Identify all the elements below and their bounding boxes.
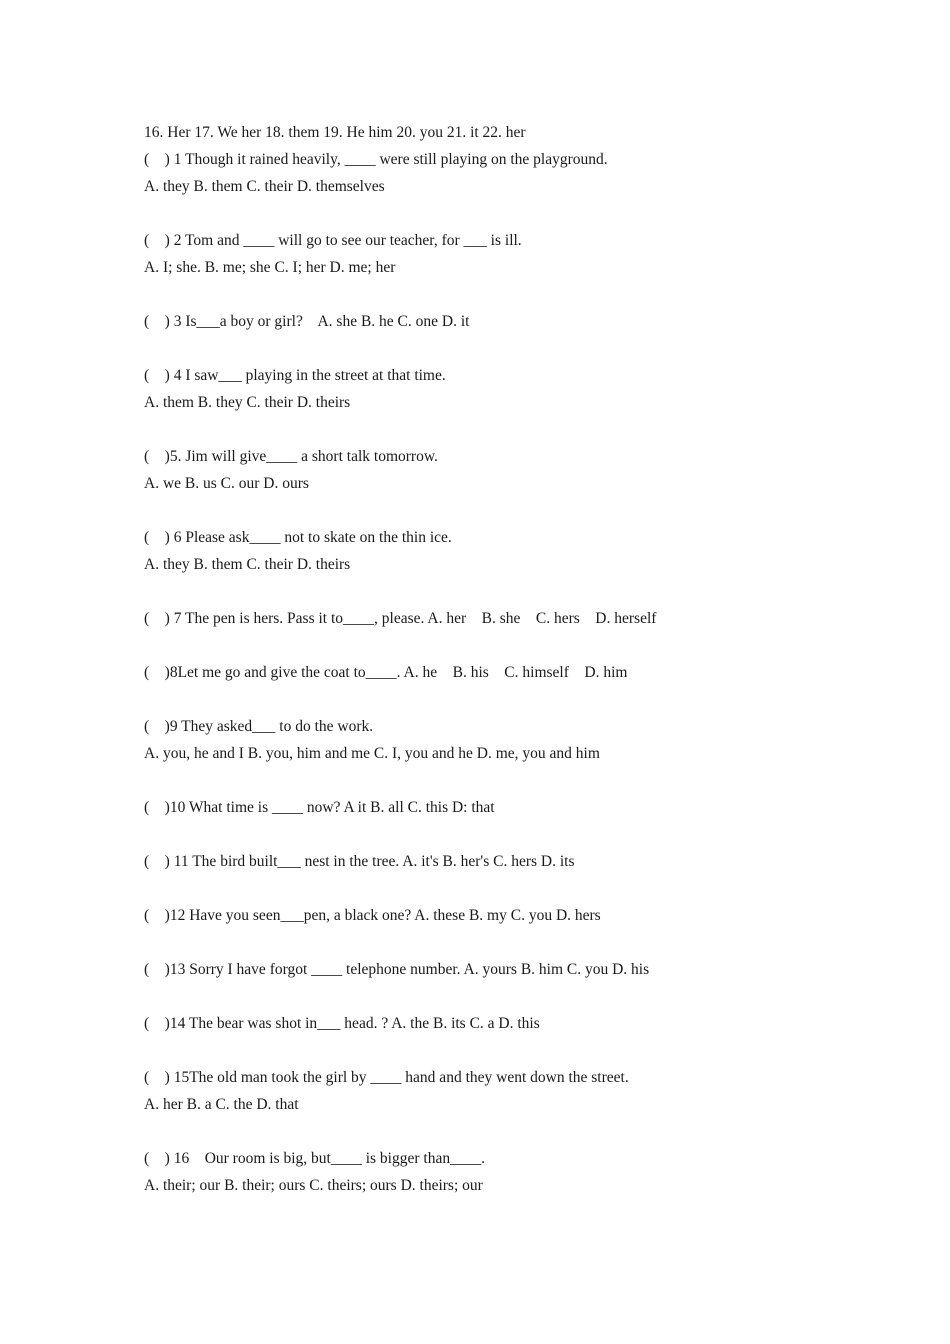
blank-line [144,416,844,443]
question-line: ( ) 11 The bird built___ nest in the tree. A. it's B. her's C. hers D. its [144,853,575,870]
blank-line [144,578,844,605]
question-line: ( )9 They asked___ to do the work. [144,718,374,735]
blank-line [144,281,844,308]
blank-line [144,686,844,713]
options-line: A. they B. them C. their D. theirs [144,556,351,573]
question-line: ( ) 7 The pen is hers. Pass it to____, please. A. her B. she C. hers D. herself [144,610,657,627]
question-line: ( )8Let me go and give the coat to____. A. he B. his C. himself D. him [144,664,628,681]
blank-line [144,497,844,524]
options-line: A. you, he and I B. you, him and me C. I, you and he D. me, you and him [144,745,600,762]
question-line: ( ) 6 Please ask____ not to skate on the thin ice. [144,529,452,546]
blank-line [144,821,844,848]
blank-line [144,929,844,956]
blank-line [144,335,844,362]
blank-line [144,1118,844,1145]
question-line: ( )12 Have you seen___pen, a black one? A. these B. my C. you D. hers [144,907,601,924]
question-line: ( ) 16 Our room is big, but____ is bigger than____. [144,1150,485,1167]
exercise-text [144,119,844,1199]
question-line: ( )10 What time is ____ now? A it B. all C. this D: that [144,799,495,816]
question-line: ( ) 3 Is___a boy or girl? A. she B. he C. one D. it [144,313,470,330]
question-line: ( ) 1 Though it rained heavily, ____ were still playing on the playground. [144,151,608,168]
blank-line [144,875,844,902]
question-line: ( ) 4 I saw___ playing in the street at that time. [144,367,446,384]
question-line: ( ) 15The old man took the girl by ____ hand and they went down the street. [144,1069,629,1086]
options-line: A. I; she. B. me; she C. I; her D. me; her [144,259,396,276]
question-line: ( )5. Jim will give____ a short talk tomorrow. [144,448,438,465]
blank-line [144,1037,844,1064]
question-line: ( )13 Sorry I have forgot ____ telephone number. A. yours B. him C. you D. his [144,961,650,978]
answer-key-line: 16. Her 17. We her 18. them 19. He him 20. you 21. it 22. her [144,124,526,141]
options-line: A. them B. they C. their D. theirs [144,394,351,411]
options-line: A. their; our B. their; ours C. theirs; ours D. theirs; our [144,1177,483,1194]
blank-line [144,632,844,659]
blank-line [144,767,844,794]
question-line: ( )14 The bear was shot in___ head. ? A. the B. its C. a D. this [144,1015,540,1032]
blank-line [144,983,844,1010]
options-line: A. her B. a C. the D. that [144,1096,299,1113]
question-line: ( ) 2 Tom and ____ will go to see our teacher, for ___ is ill. [144,232,522,249]
options-line: A. we B. us C. our D. ours [144,475,309,492]
blank-line [144,200,844,227]
options-line: A. they B. them C. their D. themselves [144,178,385,195]
